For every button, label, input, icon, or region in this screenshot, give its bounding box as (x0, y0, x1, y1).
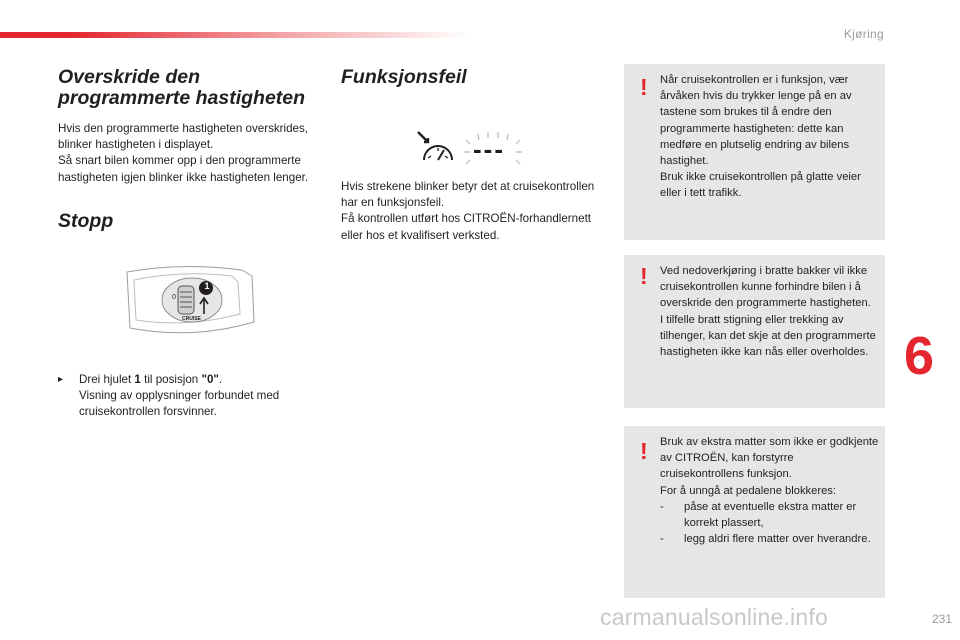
malfunction-line: Hvis strekene blinker betyr det at cruisekontrollen har en funksjonsfeil. (341, 180, 595, 210)
instruction-num: 1 (134, 373, 141, 386)
steering-wheel-icon (122, 262, 257, 340)
warning-paragraph: Bruk av ekstra matter som ikke er godkjente av CITROËN, kan forstyrre cruisekontrollens funksjon. (660, 436, 879, 481)
warning-icon: ! (640, 438, 648, 464)
overspeed-line: Hvis den programmerte hastigheten overskrides, blinker hastigheten i displayet. (58, 122, 309, 152)
warning-text (660, 434, 880, 547)
header-accent-bar (0, 32, 470, 38)
arrow-bullet-icon: ▸ (58, 374, 64, 385)
malfunction-title: Funksjonsfeil (341, 66, 467, 88)
section-header: Kjøring (843, 27, 884, 41)
list-item-text: påse at eventuelle ekstra matter er korrekt plassert, (684, 500, 857, 530)
warning-paragraph: For å unngå at pedalene blokkeres: (660, 484, 837, 497)
warning-paragraph: Ved nedoverkjøring i bratte bakker vil ikke cruisekontrollen kunne forhindre bilen i å overskride den programmerte hastigheten. (660, 265, 871, 310)
warning-icon: ! (640, 74, 648, 100)
wheel-zero-label: 0 (172, 294, 176, 301)
stop-instruction (58, 372, 323, 421)
list-dash: - (660, 500, 664, 513)
stop-bullet (58, 372, 323, 421)
wheel-callout: 1 (204, 281, 210, 291)
overspeed-title: Overskride den programmerte hastigheten (58, 66, 306, 109)
warning-paragraph: I tilfelle bratt stigning eller trekking av tilhenger, kan det skje at den programmerte hastigheten ikke kan nås eller overholdes. (660, 313, 876, 359)
instruction-value: "0" (201, 373, 219, 386)
warning-text (660, 263, 880, 360)
malfunction-text (341, 179, 601, 244)
list-dash: - (660, 533, 664, 546)
wheel-cruise-label: CRUISE (182, 316, 201, 322)
warning-text (660, 72, 880, 202)
malfunction-indicator (416, 126, 528, 170)
warning-list-item (660, 531, 880, 547)
list-item-text: legg aldri flere matter over hverandre. (684, 533, 871, 546)
overspeed-text (58, 121, 323, 186)
warning-box-1 (624, 64, 885, 240)
instruction-text: . (218, 373, 223, 386)
warning-list-item (660, 499, 880, 531)
instruction-text: Drei hjulet (79, 373, 135, 386)
warning-paragraph: Bruk ikke cruisekontrollen på glatte veier eller i tett trafikk. (660, 171, 861, 200)
warning-box-3 (624, 426, 885, 598)
warning-paragraph: Når cruisekontrollen er i funksjon, vær årvåken hvis du trykker lenge på en av tastene som brukes til å endre den programmerte hastigheten: dette kan medføre en plutselig endring av bilens hastighet. (660, 74, 852, 168)
chapter-number: 6 (904, 326, 935, 386)
warning-box-2 (624, 255, 885, 408)
steering-wheel-illustration (122, 262, 257, 340)
overspeed-line: Så snart bilen kommer opp i den programmerte hastigheten igjen blinker ikke hastigheten lenger. (58, 154, 309, 184)
instruction-line2: Visning av opplysninger forbundet med cruisekontrollen forsvinner. (79, 389, 280, 419)
malfunction-dashes: --- (473, 134, 505, 164)
page-number: 231 (931, 612, 952, 626)
cruise-speedometer-icon (416, 126, 528, 170)
malfunction-line: Få kontrollen utført hos CITROËN-forhandlernett eller hos et kvalifisert verksted. (341, 212, 592, 242)
warning-icon: ! (640, 263, 648, 289)
watermark: carmanualsonline.info (600, 604, 828, 630)
stop-title: Stopp (58, 210, 114, 232)
instruction-text: til posisjon (140, 373, 202, 386)
